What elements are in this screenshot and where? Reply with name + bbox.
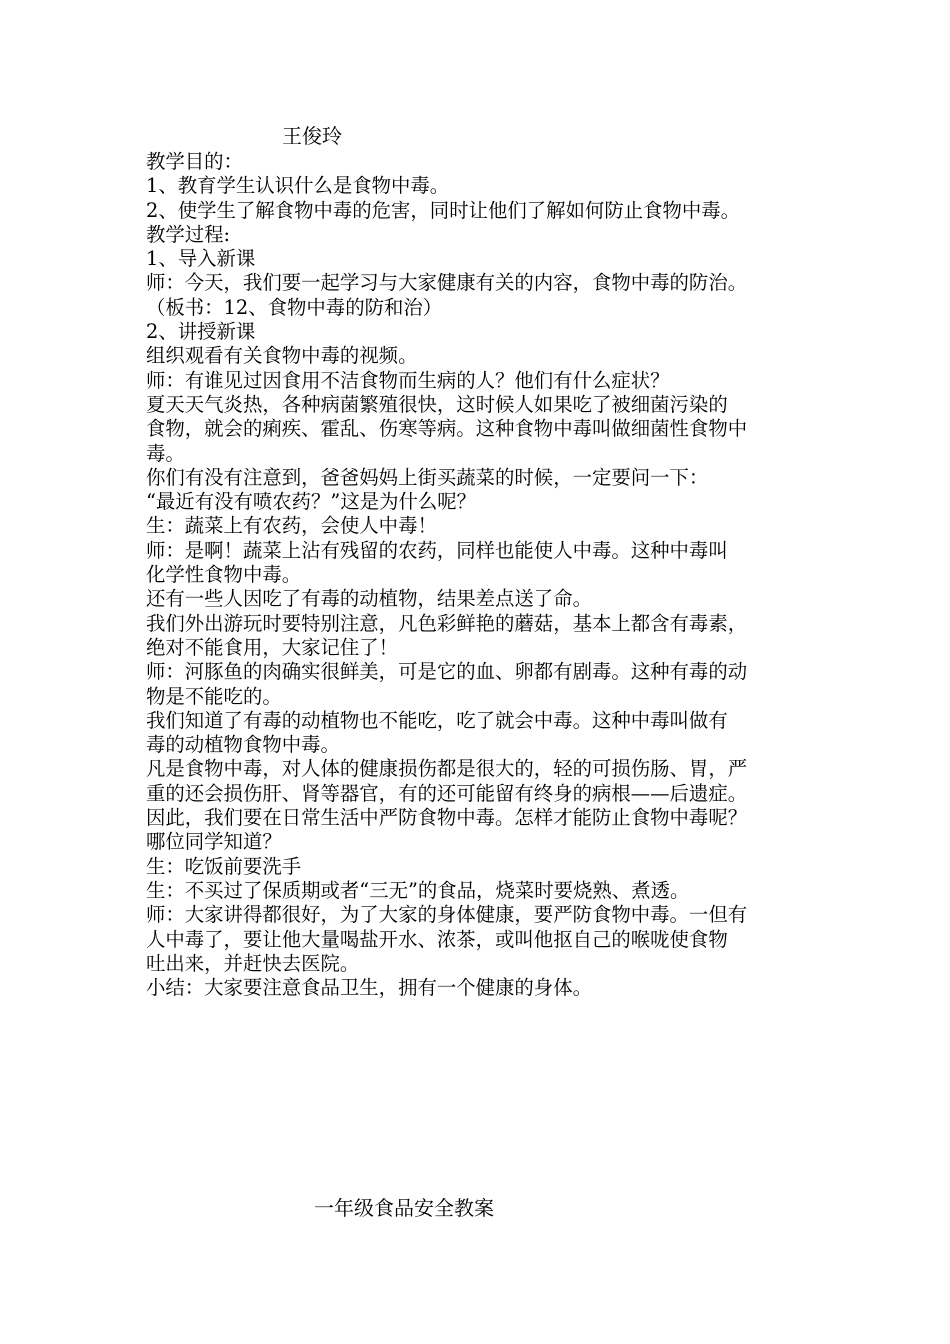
text-line: 教学目的： xyxy=(146,150,243,173)
lesson-plan-body xyxy=(146,150,818,1000)
text-line: 毒。 xyxy=(146,441,185,465)
text-line: 食物，就会的痢疾、霍乱、伤寒等病。这种食物中毒叫做细菌性食物中 xyxy=(146,417,748,441)
text-line: 2、讲授新课 xyxy=(146,320,256,344)
text-line: 吐出来，并赶快去医院。 xyxy=(146,951,360,975)
text-line: 重的还会损伤肝、肾等器官，有的还可能留有终身的病根——后遗症。 xyxy=(146,781,748,805)
text-line: 2、使学生了解食物中毒的危害，同时让他们了解如何防止食物中毒。 xyxy=(146,198,741,222)
text-line: 哪位同学知道？ xyxy=(146,830,282,854)
text-line: 师：有谁见过因食用不洁食物而生病的人？他们有什么症状？ xyxy=(146,368,670,392)
text-line: 我们知道了有毒的动植物也不能吃，吃了就会中毒。这种中毒叫做有 xyxy=(146,708,728,732)
text-line: 因此，我们要在日常生活中严防食物中毒。怎样才能防止食物中毒呢？ xyxy=(146,806,748,830)
text-line: 生：不买过了保质期或者“三无”的食品，烧菜时要烧熟、煮透。 xyxy=(146,878,690,902)
text-line: 教学过程: xyxy=(146,222,231,246)
text-line: 还有一些人因吃了有毒的动植物，结果差点送了命。 xyxy=(146,587,592,611)
text-line: 凡是食物中毒，对人体的健康损伤都是很大的，轻的可损伤肠、胃，严 xyxy=(146,757,748,781)
text-line: 绝对不能食用，大家记住了！ xyxy=(146,635,399,659)
text-line: 1、导入新课 xyxy=(146,247,256,271)
text-line: 毒的动植物食物中毒。 xyxy=(146,733,340,757)
text-line: “最近有没有喷农药？”这是为什么呢？ xyxy=(146,490,477,514)
text-line: 我们外出游玩时要特别注意，凡色彩鲜艳的蘑菇，基本上都含有毒素， xyxy=(146,611,748,635)
text-line: 人中毒了，要让他大量喝盐开水、浓茶，或叫他抠自己的喉咙使食物 xyxy=(146,927,728,951)
text-line: 化学性食物中毒。 xyxy=(146,563,302,587)
text-line: 1、教育学生认识什么是食物中毒。 xyxy=(146,174,450,198)
text-line: 生：吃饭前要洗手 xyxy=(146,854,302,878)
text-line: 师：大家讲得都很好，为了大家的身体健康，要严防食物中毒。一但有 xyxy=(146,903,748,927)
text-line: 物是不能吃的。 xyxy=(146,684,282,708)
text-line: 你们有没有注意到，爸爸妈妈上街买蔬菜的时候，一定要问一下： xyxy=(146,465,709,489)
text-line: 夏天天气炎热，各种病菌繁殖很快，这时候人如果吃了被细菌污染的 xyxy=(146,392,728,416)
text-line: 师：今天，我们要一起学习与大家健康有关的内容，食物中毒的防治。 xyxy=(146,271,748,295)
text-line: 小结：大家要注意食品卫生，拥有一个健康的身体。 xyxy=(146,976,592,1000)
author-name: 王俊玲 xyxy=(282,124,342,148)
text-line: 师：是啊！蔬菜上沾有残留的农药，同样也能使人中毒。这种中毒叫 xyxy=(146,538,728,562)
text-line: 生：蔬菜上有农药，会使人中毒！ xyxy=(146,514,437,538)
text-line: 组织观看有关食物中毒的视频。 xyxy=(146,344,418,368)
document-title: 一年级食品安全教案 xyxy=(314,1196,494,1220)
text-line: 师：河豚鱼的肉确实很鲜美，可是它的血、卵都有剧毒。这种有毒的动 xyxy=(146,660,748,684)
text-line: （板书：12、食物中毒的防和治） xyxy=(146,295,443,319)
